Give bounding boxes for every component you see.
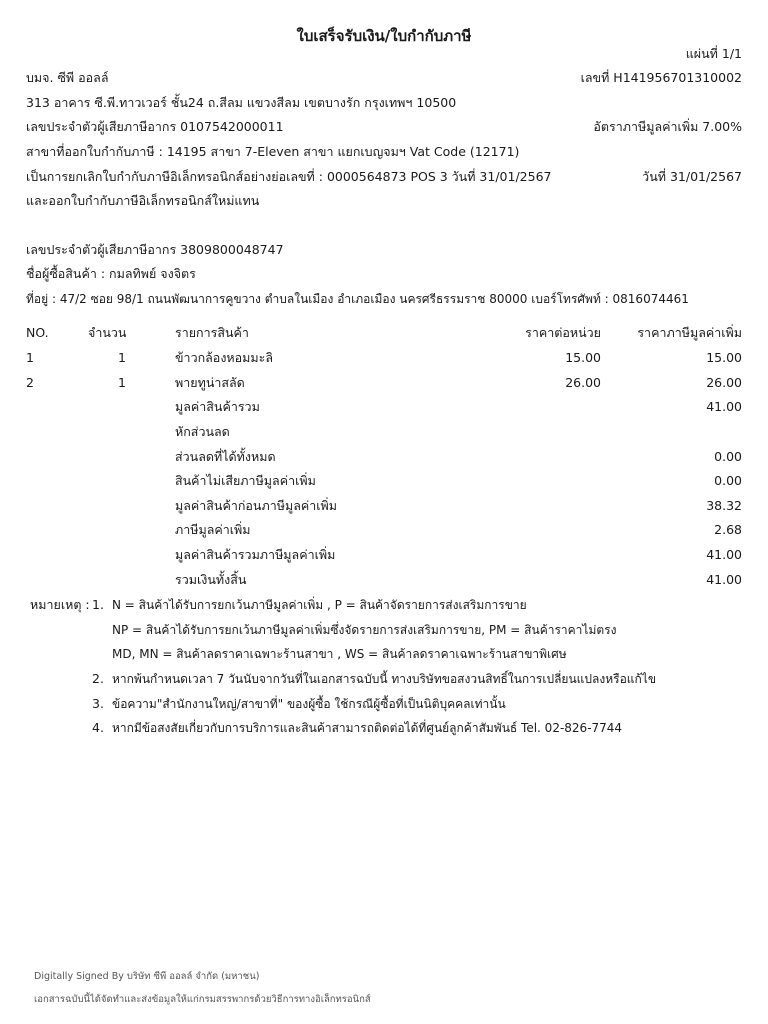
note-text: หากมีข้อสงสัยเกี่ยวกับการบริการและสินค้าสามารถติดต่อได้ที่ศูนย์ลูกค้าสัมพันธ์ Tel. 02-826-7744 xyxy=(112,721,623,735)
summary-value: 41.00 xyxy=(706,547,742,562)
header-vat-price: ราคาภาษีมูลค่าเพิ่ม xyxy=(637,325,742,340)
item-qty: 1 xyxy=(118,350,126,365)
note-number: 4. xyxy=(92,720,104,735)
buyer-address: ที่อยู่ : 47/2 ซอย 98/1 ถนนพัฒนาการคูขวาง ตำบลในเมือง อำเภอเมือง นครศรีธรรมราช 80000 เบอร์โทรศัพท์ : 0816074461 xyxy=(26,292,689,306)
item-description: ข้าวกล้องหอมมะลิ xyxy=(175,350,274,365)
item-amount: 15.00 xyxy=(706,350,742,365)
seller-tax-id: เลขประจำตัวผู้เสียภาษีอากร 0107542000011 xyxy=(26,119,284,134)
note-number: 1. xyxy=(92,597,104,612)
page-number: แผ่นที่ 1/1 xyxy=(685,46,742,61)
buyer-tax-id: เลขประจำตัวผู้เสียภาษีอากร 3809800048747 xyxy=(26,242,284,257)
note-text: หากพ้นกำหนดเวลา 7 วันนับจากวันที่ในเอกสารฉบับนี้ ทางบริษัทขอสงวนสิทธิ์ในการเปลี่ยนแปลงหรือแก้ไข xyxy=(112,672,657,686)
item-no: 1 xyxy=(26,350,34,365)
item-unit-price: 26.00 xyxy=(565,375,601,390)
item-no: 2 xyxy=(26,375,34,390)
document-date: วันที่ 31/01/2567 xyxy=(642,169,742,184)
document-number: เลขที่ H141956701310002 xyxy=(580,70,742,85)
note-text: N = สินค้าได้รับการยกเว้นภาษีมูลค่าเพิ่ม , P = สินค้าจัดรายการส่งเสริมการขาย xyxy=(112,598,527,612)
summary-label: มูลค่าสินค้ารวมภาษีมูลค่าเพิ่ม xyxy=(175,547,336,562)
summary-label: ภาษีมูลค่าเพิ่ม xyxy=(175,522,251,537)
note-text: ข้อความ"สำนักงานใหญ่/สาขาที่" ของผู้ซื้อ ใช้กรณีผู้ซื้อที่เป็นนิติบุคคลเท่านั้น xyxy=(112,697,506,711)
item-amount: 26.00 xyxy=(706,375,742,390)
header-no: NO. xyxy=(26,325,49,340)
note-number: 2. xyxy=(92,671,104,686)
note-number: 3. xyxy=(92,696,104,711)
summary-value: 0.00 xyxy=(714,473,742,488)
summary-value: 41.00 xyxy=(706,572,742,587)
cancel-reference: เป็นการยกเลิกใบกำกับภาษีอิเล็กทรอนิกส์อย่างย่อเลขที่ : 0000564873 POS 3 วันที่ 31/01/2567 xyxy=(26,169,552,184)
header-unit-price: ราคาต่อหน่วย xyxy=(525,325,601,340)
header-description: รายการสินค้า xyxy=(175,325,249,340)
document-title: ใบเสร็จรับเงิน/ใบกำกับภาษี xyxy=(296,27,472,45)
summary-value: 0.00 xyxy=(714,449,742,464)
summary-label: หักส่วนลด xyxy=(175,424,230,439)
buyer-name: ชื่อผู้ซื้อสินค้า : กมลทิพย์ จงจิตร xyxy=(26,266,196,281)
summary-label: ส่วนลดที่ได้ทั้งหมด xyxy=(175,449,276,464)
summary-label: สินค้าไม่เสียภาษีมูลค่าเพิ่ม xyxy=(175,473,316,488)
header-qty: จำนวน xyxy=(88,325,127,340)
item-unit-price: 15.00 xyxy=(565,350,601,365)
summary-value: 38.32 xyxy=(706,498,742,513)
item-description: พายทูน่าสลัด xyxy=(175,375,245,390)
summary-label: มูลค่าสินค้าก่อนภาษีมูลค่าเพิ่ม xyxy=(175,498,337,513)
notes-label: หมายเหตุ : xyxy=(30,597,90,612)
item-qty: 1 xyxy=(118,375,126,390)
summary-label: มูลค่าสินค้ารวม xyxy=(175,399,260,414)
reissue-note: และออกใบกำกับภาษีอิเล็กทรอนิกส์ใหม่แทน xyxy=(26,193,260,208)
digital-signature: Digitally Signed By บริษัท ซีพี ออลล์ จำกัด (มหาชน) xyxy=(34,971,260,982)
note-text: MD, MN = สินค้าลดราคาเฉพาะร้านสาขา , WS = สินค้าลดราคาเฉพาะร้านสาขาพิเศษ xyxy=(112,647,567,661)
issuing-branch: สาขาที่ออกใบกำกับภาษี : 14195 สาขา 7-Eleven สาขา แยกเบญจมฯ Vat Code (12171) xyxy=(26,144,520,159)
note-text: NP = สินค้าได้รับการยกเว้นภาษีมูลค่าเพิ่มซึ่งจัดรายการส่งเสริมการขาย, PM = สินค้าราคาไม่ตรง xyxy=(112,623,617,637)
e-document-statement: เอกสารฉบับนี้ได้จัดทำและส่งข้อมูลให้แก่กรมสรรพากรด้วยวิธีการทางอิเล็กทรอนิกส์ xyxy=(34,994,371,1005)
summary-value: 41.00 xyxy=(706,399,742,414)
summary-value: 2.68 xyxy=(714,522,742,537)
seller-name: บมจ. ซีพี ออลล์ xyxy=(26,70,109,85)
summary-label: รวมเงินทั้งสิ้น xyxy=(175,572,247,587)
vat-rate: อัตราภาษีมูลค่าเพิ่ม 7.00% xyxy=(593,119,742,134)
seller-address: 313 อาคาร ซี.พี.ทาวเวอร์ ชั้น24 ถ.สีลม แขวงสีลม เขตบางรัก กรุงเทพฯ 10500 xyxy=(26,95,457,110)
